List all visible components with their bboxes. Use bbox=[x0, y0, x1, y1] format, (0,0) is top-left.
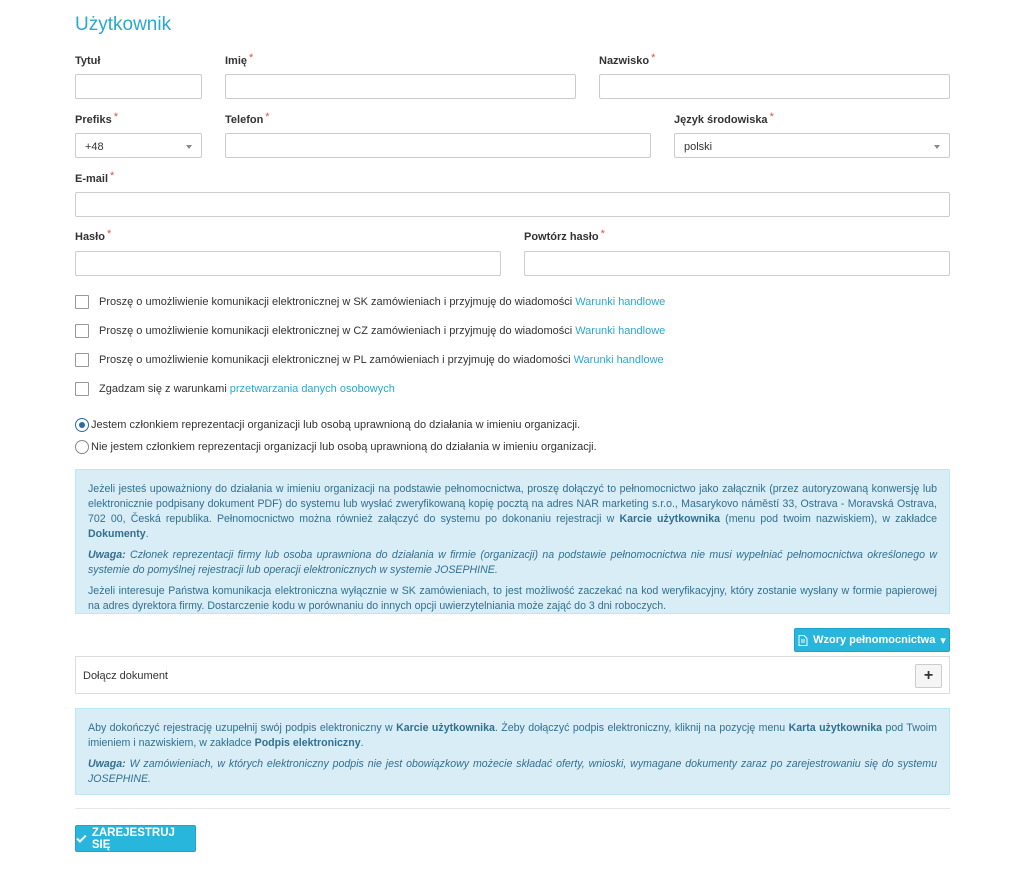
prefix-select[interactable]: +48 bbox=[75, 133, 202, 158]
consent-pl-row[interactable]: Proszę o umożliwienie komunikacji elektronicznej w PL zamówieniach i przyjmuję do wiadomości Warunki handlowe bbox=[75, 352, 664, 368]
password-repeat-label: Powtórz hasło * bbox=[524, 228, 605, 243]
chevron-down-icon bbox=[186, 145, 192, 149]
consent-sk-checkbox[interactable] bbox=[75, 295, 89, 309]
title-input[interactable] bbox=[75, 74, 202, 99]
email-input[interactable] bbox=[75, 192, 950, 217]
gdpr-row[interactable]: Zgadzam się z warunkami przetwarzania danych osobowych bbox=[75, 381, 395, 397]
representative-no-radio[interactable] bbox=[75, 440, 89, 454]
document-icon bbox=[798, 635, 808, 646]
signature-info: Aby dokończyć rejestrację uzupełnij swój podpis elektroniczny w Karcie użytkownika. Żeby dołączyć podpis elektroniczny, kliknij na pozycję menu Karta użytkownika pod Twoim imieniem i nazwiskiem, w zakładce Podpis elektroniczny. Uwaga: W zamówieniach, w których elektroniczny podpis nie jest obowiązkowy możecie składać oferty, wnioski, wymagane dokumenty zaraz po zarejestrowaniu się do systemu JOSEPHINE. bbox=[75, 708, 950, 795]
password-label: Hasło * bbox=[75, 228, 112, 243]
language-select[interactable]: polski bbox=[674, 133, 950, 158]
templates-dropdown-button[interactable]: Wzory pełnomocnictwa ▾ bbox=[794, 628, 950, 652]
attach-document-label: Dołącz dokument bbox=[83, 670, 168, 682]
representative-no-row[interactable]: Nie jestem członkiem reprezentacji organizacji lub osobą uprawnioną do działania w imieniu organizacji. bbox=[75, 439, 597, 455]
add-document-button[interactable] bbox=[915, 664, 942, 688]
title-label: Tytuł bbox=[75, 55, 101, 67]
language-label: Język środowiska * bbox=[674, 111, 774, 126]
plus-icon: + bbox=[923, 667, 934, 684]
consent-cz-checkbox[interactable] bbox=[75, 324, 89, 338]
page-title: Użytkownik bbox=[75, 14, 172, 35]
last-name-label: Nazwisko * bbox=[599, 52, 656, 67]
representative-yes-row[interactable]: Jestem członkiem reprezentacji organizacji lub osobą uprawnioną do działania w imieniu organizacji. bbox=[75, 417, 580, 433]
last-name-input[interactable] bbox=[599, 74, 950, 99]
register-button[interactable]: ZAREJESTRUJ SIĘ bbox=[75, 825, 196, 852]
caret-icon: ▾ bbox=[940, 634, 946, 647]
consent-cz-row[interactable]: Proszę o umożliwienie komunikacji elektronicznej w CZ zamówieniach i przyjmuję do wiadomości Warunki handlowe bbox=[75, 323, 665, 339]
representative-yes-radio[interactable] bbox=[75, 418, 89, 432]
divider bbox=[75, 808, 950, 809]
first-name-input[interactable] bbox=[225, 74, 576, 99]
attach-document-panel bbox=[75, 656, 950, 694]
check-icon bbox=[76, 834, 87, 843]
email-label: E-mail * bbox=[75, 170, 115, 185]
phone-input[interactable] bbox=[225, 133, 651, 158]
terms-link[interactable]: Warunki handlowe bbox=[575, 296, 666, 308]
password-repeat-input[interactable] bbox=[524, 251, 950, 276]
first-name-label: Imię * bbox=[225, 52, 254, 67]
prefix-label: Prefiks * bbox=[75, 111, 118, 126]
terms-link[interactable]: Warunki handlowe bbox=[575, 325, 666, 337]
password-input[interactable] bbox=[75, 251, 501, 276]
power-of-attorney-info: Jeżeli jesteś upoważniony do działania w imieniu organizacji na podstawie pełnomocnictwa, proszę dołączyć to pełnomocnictwo jako załącznik (przez autoryzowaną konwersję lub elektronicznie podpisany dokument PDF) do systemu lub wysłać zweryfikowaną kopię pocztą na adres NAR marketing s.r.o., Masarykovo náměstí 33, Ostrava - Moravská Ostrava, 702 00, Česká republika. Pełnomocnictwo można również załączyć do systemu po dokonaniu rejestracji w Karcie użytkownika (menu pod twoim nazwiskiem), w zakładce Dokumenty. Uwaga: Członek reprezentacji firmy lub osoba uprawniona do działania w firmie (organizacji) na podstawie pełnomocnictwa nie musi wypełniać pełnomocnictwa określonego w systemie do pomyślnej rejestracji lub operacji elektronicznych w systemie JOSEPHINE. Jeżeli interesuje Państwa komunikacja elektroniczna wyłącznie w SK zamówieniach, to jest możliwość zaczekać na kod weryfikacyjny, który zostanie wysłany w formie papierowej na adres dyrektora firmy. Dostarczenie kodu w porównaniu do innych opcji uwierzytelniania może zająć do 3 dni roboczych. bbox=[75, 469, 950, 614]
consent-sk-row[interactable]: Proszę o umożliwienie komunikacji elektronicznej w SK zamówieniach i przyjmuję do wiadomości Warunki handlowe bbox=[75, 294, 665, 310]
phone-label: Telefon * bbox=[225, 111, 270, 126]
terms-link[interactable]: Warunki handlowe bbox=[573, 354, 664, 366]
chevron-down-icon bbox=[934, 145, 940, 149]
consent-pl-checkbox[interactable] bbox=[75, 353, 89, 367]
gdpr-checkbox[interactable] bbox=[75, 382, 89, 396]
gdpr-link[interactable]: przetwarzania danych osobowych bbox=[229, 383, 395, 395]
